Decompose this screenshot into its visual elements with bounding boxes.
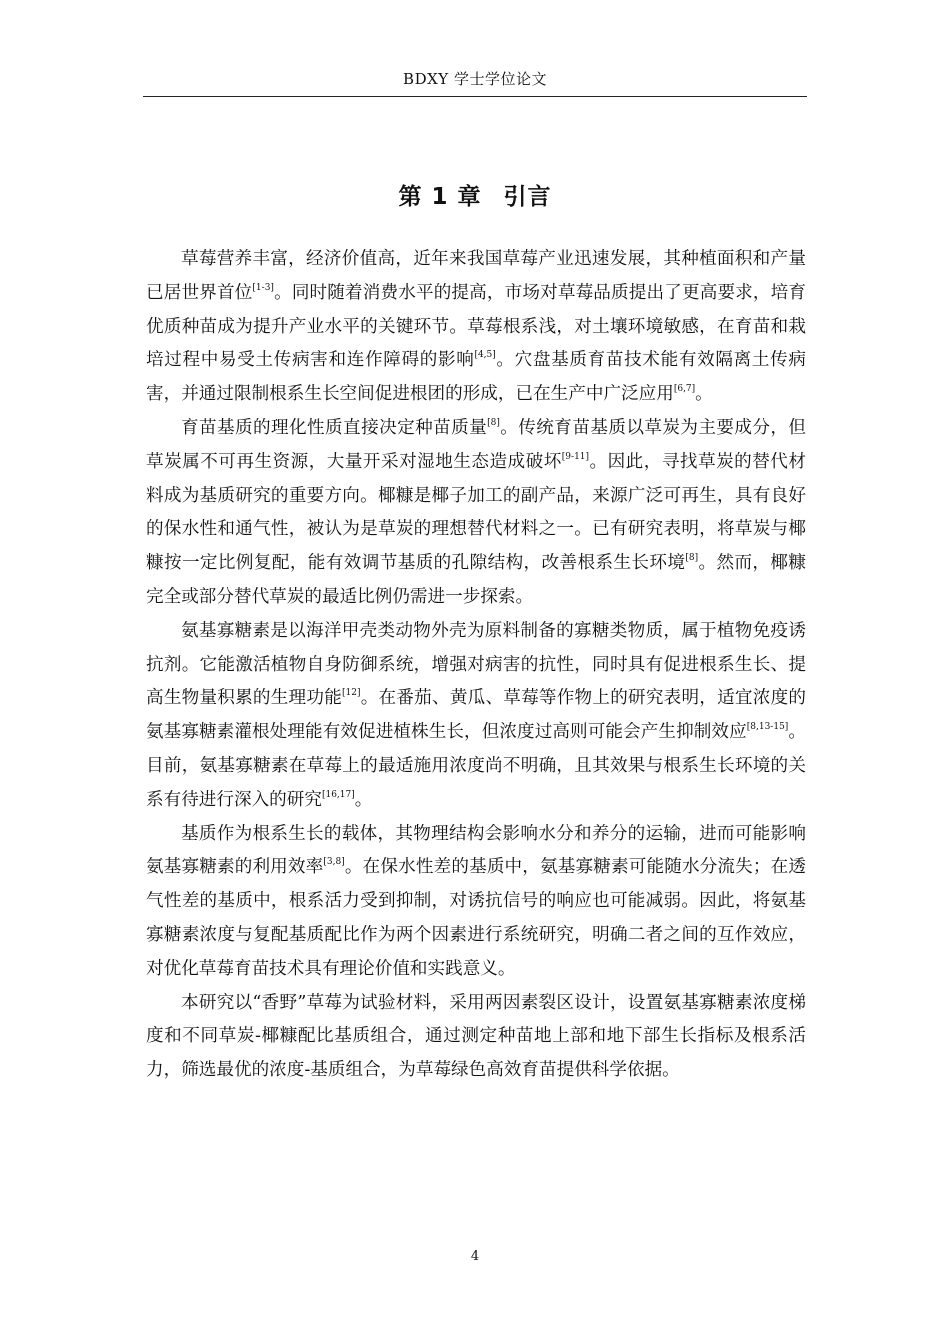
citation-marker: [8,13-15]	[746, 722, 789, 733]
body-paragraph	[146, 615, 806, 818]
paragraph-text: 。穴盘基质育苗技术能有效隔离土传病害，并通过限制根系生长空间促进根团的形成，已在生产中广泛应用	[146, 350, 806, 405]
paragraph-text: 基质作为根系生长的载体，其物理结构会影响水分和养分的运输，进而可能影响氨基寡糖素的利用效率	[146, 823, 806, 878]
paragraph-text: 。然而，椰糠完全或部分替代草炭的最适比例仍需进一步探索。	[146, 553, 806, 607]
paragraph-text: 。目前，氨基寡糖素在草莓上的最适施用浓度尚不明确，且其效果与根系生长环境的关系有待进行深入的研究	[146, 722, 806, 810]
citation-marker: [3,8]	[323, 857, 345, 868]
chapter-body	[146, 243, 806, 1088]
paragraph-text: 。	[695, 384, 713, 405]
citation-marker: [1-3]	[252, 282, 274, 293]
paragraph-text: 本研究以“香野”草莓为试验材料，采用两因素裂区设计，设置氨基寡糖素浓度梯度和不同草炭-椰糠配比基质组合，通过测定种苗地上部和地下部生长指标及根系活力，筛选最优的浓度-基质组合，为草莓绿色高效育苗提供科学依据。	[146, 992, 806, 1081]
paragraph-text: 氨基寡糖素是以海洋甲壳类动物外壳为原料制备的寡糖类物质，属于植物免疫诱抗剂。它能激活植物自身防御系统，增强对病害的抗性，同时具有促进根系生长、提高生物量积累的生理功能	[146, 620, 806, 709]
chapter-title	[0, 178, 950, 211]
paragraph-text: 育苗基质的理化性质直接决定种苗质量	[181, 417, 488, 438]
body-paragraph	[146, 243, 806, 412]
paragraph-text: 草莓营养丰富，经济价值高，近年来我国草莓产业迅速发展，其种植面积和产量已居世界首位	[146, 249, 806, 303]
body-paragraph	[146, 818, 806, 987]
paragraph-text: 。同时随着消费水平的提高，市场对草莓品质提出了更高要求，培育优质种苗成为提升产业水平的关键环节。草莓根系浅，对土壤环境敏感，在育苗和栽培过程中易受土传病害和连作障碍的影响	[146, 282, 806, 371]
citation-marker: [12]	[342, 688, 361, 699]
chapter-heading: 引言	[503, 184, 552, 210]
citation-marker: [8]	[685, 553, 699, 564]
header-divider	[143, 96, 807, 97]
paragraph-text: 。传统育苗基质以草炭为主要成分，但草炭属不可再生资源，大量开采对湿地生态造成破坏	[146, 417, 806, 472]
paragraph-text: 。在番茄、黄瓜、草莓等作物上的研究表明，适宜浓度的氨基寡糖素灌根处理能有效促进植株生长，但浓度过高则可能会产生抑制效应	[146, 688, 806, 743]
body-paragraph	[146, 987, 806, 1088]
paragraph-text: 。	[354, 789, 373, 810]
body-paragraph	[146, 412, 806, 615]
running-header: BDXY 学士学位论文	[403, 70, 547, 88]
chapter-number: 第 1 章	[398, 184, 482, 210]
page-number: 4	[470, 1249, 480, 1264]
citation-marker: [8]	[487, 417, 500, 428]
citation-marker: [4,5]	[474, 350, 496, 361]
citation-marker: [16,17]	[321, 789, 355, 800]
citation-marker: [9-11]	[561, 451, 590, 462]
paragraph-text: 。在保水性差的基质中，氨基寡糖素可能随水分流失；在透气性差的基质中，根系活力受到抑制，对诱抗信号的响应也可能减弱。因此，将氨基寡糖素浓度与复配基质配比作为两个因素进行系统研究，明确二者之间的互作效应，对优化草莓育苗技术具有理论价值和实践意义。	[146, 857, 806, 979]
citation-marker: [6,7]	[673, 384, 696, 395]
paragraph-text: 。因此，寻找草炭的替代材料成为基质研究的重要方向。椰糠是椰子加工的副产品，来源广泛可再生，具有良好的保水性和通气性，被认为是草炭的理想替代材料之一。已有研究表明，将草炭与椰糠按一定比例复配，能有效调节基质的孔隙结构，改善根系生长环境	[146, 451, 806, 574]
